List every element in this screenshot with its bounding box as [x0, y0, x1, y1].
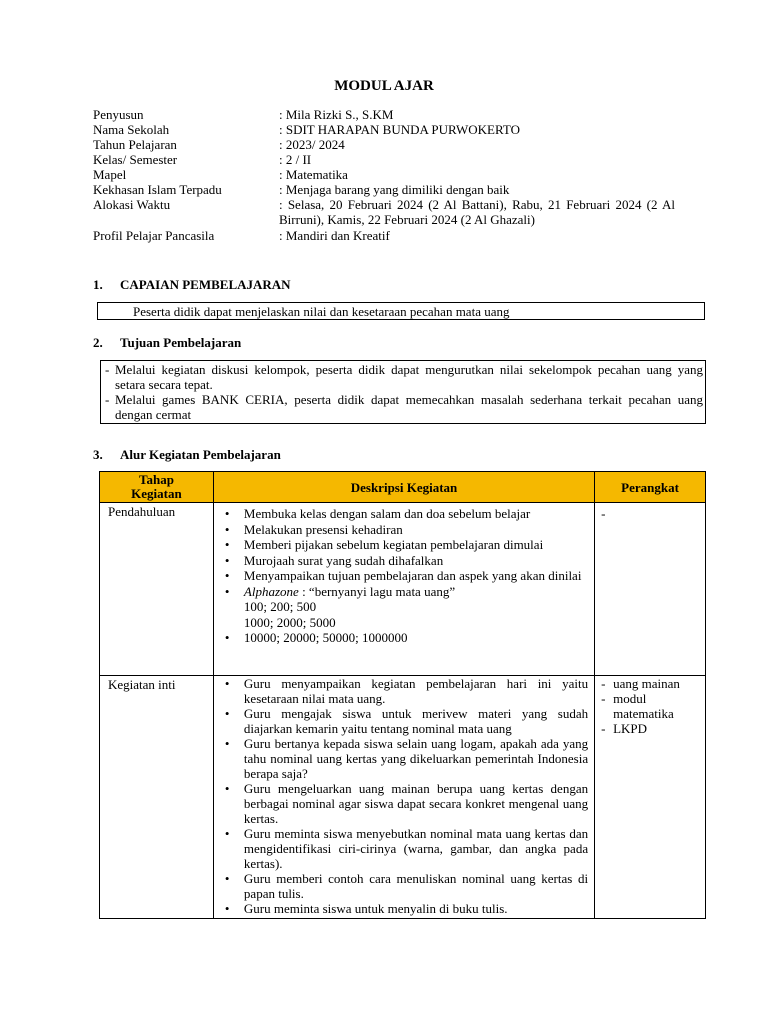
identity-row-alokasi [93, 197, 713, 227]
list-item: • Melakukan presensi kehadiran [214, 522, 594, 538]
section-title: CAPAIAN PEMBELAJARAN [120, 277, 291, 292]
capaian-text: Peserta didik dapat menjelaskan nilai dan kesetaraan pecahan mata uang [133, 304, 510, 319]
list-item: • Guru menyampaikan kegiatan pembelajaran hari ini yaitu kesetaraan nilai mata uang. [214, 676, 594, 706]
list-item: • Guru meminta siswa menyebutkan nominal mata uang kertas dan mengidentifikasi ciri-cirinya (warna, gambar, dan angka pada kertas). [214, 826, 594, 871]
section-number: 3. [93, 447, 103, 462]
header-tahap: Tahap Kegiatan [100, 472, 214, 503]
identity-label: Profil Pelajar Pancasila [93, 228, 215, 243]
identity-value: : Menjaga barang yang dimiliki dengan baik [279, 182, 510, 197]
table-row-inti [100, 676, 706, 919]
identity-label: Mapel [93, 167, 127, 182]
perangkat-cell: - [595, 503, 706, 676]
identity-label: Alokasi Waktu [93, 197, 171, 212]
header-deskripsi: Deskripsi Kegiatan [213, 472, 594, 503]
identity-value: : Matematika [279, 167, 348, 182]
list-item: • Murojaah surat yang sudah dihafalkan [214, 553, 594, 569]
section-3-heading [93, 447, 281, 462]
identity-value: : Selasa, 20 Februari 2024 (2 Al Battani), Rabu, 21 Februari 2024 (2 Al Birruni), Kamis, 22 Februari 2024 (2 Al Ghazali) [279, 197, 675, 227]
dash-marker: - [105, 362, 110, 377]
identity-label: Kekhasan Islam Terpadu [93, 182, 222, 197]
perangkat-cell [595, 676, 706, 919]
section-2-heading [93, 335, 241, 350]
section-number: 2. [93, 335, 103, 350]
identity-row-mapel [93, 167, 713, 182]
document-title: MODUL AJAR [334, 78, 434, 94]
identity-label: Tahun Pelajaran [93, 137, 177, 152]
table-header-row [100, 472, 706, 503]
list-item: • Membuka kelas dengan salam dan doa sebelum belajar [214, 506, 594, 522]
list-item: • Guru mengajak siswa untuk merivew materi yang sudah diajarkan kemarin yaitu tentang nominal mata uang [214, 706, 594, 736]
identity-value: : Mila Rizki S., S.KM [279, 107, 394, 122]
identity-row-kekhasan [93, 182, 713, 197]
identity-value: : 2023/ 2024 [279, 137, 345, 152]
list-item: • Memberi pijakan sebelum kegiatan pembelajaran dimulai [214, 537, 594, 553]
identity-row-profil [93, 228, 713, 243]
list-item-alphazone [214, 584, 594, 600]
list-item: • Guru mengeluarkan uang mainan berupa uang kertas dengan berbagai nominal agar siswa dapat secara konkret mengenal uang kertas. [214, 781, 594, 826]
header-perangkat: Perangkat [595, 472, 706, 503]
perangkat-item: - LKPD [601, 721, 648, 736]
alphazone-label: Alphazone [243, 583, 299, 599]
tujuan-text: Melalui games BANK CERIA, peserta didik dapat memecahkan masalah sederhana terkait pecahan uang dengan cermat [115, 392, 703, 422]
section-title: Tujuan Pembelajaran [120, 335, 242, 350]
nominal-line: 1000; 2000; 5000 [243, 614, 336, 630]
section-title: Alur Kegiatan Pembelajaran [120, 447, 281, 462]
identity-value: : SDIT HARAPAN BUNDA PURWOKERTO [279, 122, 520, 137]
identity-label: Nama Sekolah [93, 122, 170, 137]
deskripsi-cell [213, 503, 594, 676]
tahap-cell: Kegiatan inti [100, 676, 214, 919]
identity-value: : Mandiri dan Kreatif [279, 228, 390, 243]
identity-label: Kelas/ Semester [93, 152, 178, 167]
tahap-cell: Pendahuluan [100, 503, 214, 676]
alur-kegiatan-table [99, 471, 706, 919]
list-item: • Menyampaikan tujuan pembelajaran dan aspek yang akan dinilai [214, 568, 594, 584]
list-item: • 10000; 20000; 50000; 1000000 [214, 630, 594, 646]
list-item: • Guru meminta siswa untuk menyalin di buku tulis. [214, 901, 594, 916]
identity-row-penyusun [93, 107, 713, 122]
deskripsi-cell [213, 676, 594, 919]
perangkat-item: - uang mainan [601, 676, 680, 691]
tujuan-box [100, 360, 706, 424]
list-item: • Guru bertanya kepada siswa selain uang logam, apakah ada yang tahu nominal uang kertas yang dikeluarkan pemerintah Indonesia berapa saja? [214, 736, 594, 781]
tujuan-text: Melalui kegiatan diskusi kelompok, peserta didik dapat mengurutkan nilai sekelompok pecahan uang yang setara secara tepat. [115, 362, 703, 392]
identity-row-kelas [93, 152, 713, 167]
identity-value: : 2 / II [279, 152, 312, 167]
perangkat-item: - modul matematika [601, 691, 674, 721]
capaian-box [97, 302, 705, 320]
identity-label: Penyusun [93, 107, 144, 122]
alphazone-text: : “bernyanyi lagu mata uang” [298, 583, 456, 599]
dash-marker: - [105, 392, 110, 407]
section-number: 1. [93, 277, 103, 292]
identity-row-sekolah [93, 122, 713, 137]
section-1-heading [93, 277, 291, 292]
table-row-pendahuluan [100, 503, 706, 676]
list-item: • Guru memberi contoh cara menuliskan nominal uang kertas di papan tulis. [214, 871, 594, 901]
identity-row-tahun [93, 137, 713, 152]
nominal-line: 100; 200; 500 [243, 599, 317, 614]
